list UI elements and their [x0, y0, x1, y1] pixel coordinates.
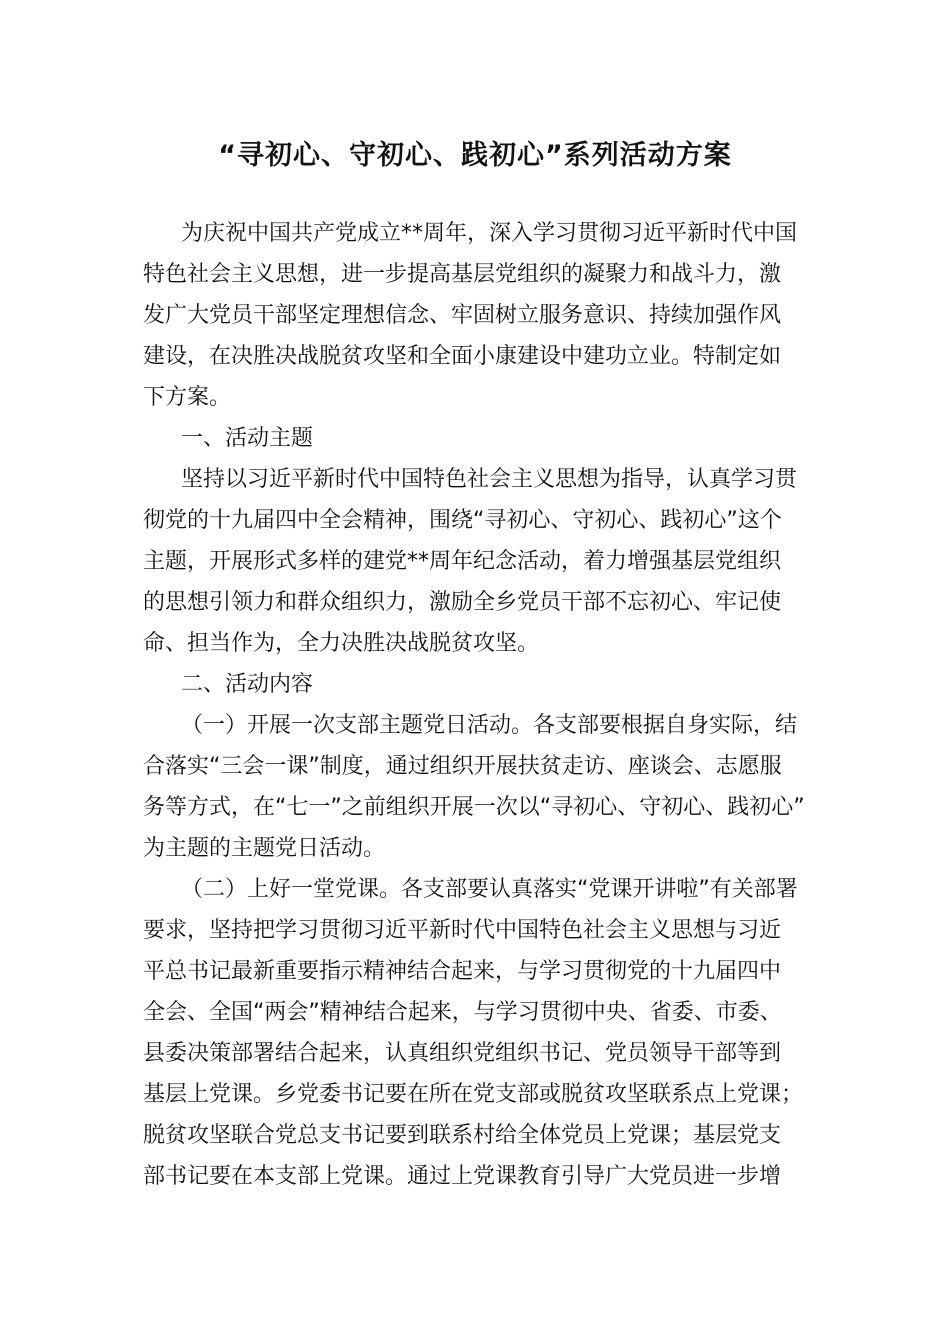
body-text-line: 坚持以习近平新时代中国特色社会主义思想为指导，认真学习贯	[181, 467, 798, 492]
body-text-line: （一）开展一次支部主题党日活动。各支部要根据自身实际，结	[181, 713, 798, 738]
document-body	[143, 213, 823, 1197]
body-text-line: 命、担当作为，全力决胜决战脱贫攻坚。	[143, 631, 540, 656]
body-text-line: 全会、全国“两会”精神结合起来，与学习贯彻中央、省委、市委、	[143, 1000, 782, 1025]
body-text-line: 基层上党课。乡党委书记要在所在党支部或脱贫攻坚联系点上党课；	[143, 1082, 804, 1107]
body-text-line: 特色社会主义思想，进一步提高基层党组织的凝聚力和战斗力，激	[143, 262, 782, 287]
body-text-line: 彻党的十九届四中全会精神，围绕“寻初心、守初心、践初心”这个	[143, 508, 782, 533]
body-text-line: 二、活动内容	[181, 672, 314, 697]
body-text-line: 脱贫攻坚联合党总支书记要到联系村给全体党员上党课；基层党支	[143, 1123, 782, 1148]
body-text-line: 的思想引领力和群众组织力，激励全乡党员干部不忘初心、牢记使	[143, 590, 782, 615]
body-text-line: （二）上好一堂党课。各支部要认真落实“党课开讲啦”有关部署	[181, 877, 798, 902]
body-text-line: 建设，在决胜决战脱贫攻坚和全面小康建设中建功立业。特制定如	[143, 344, 782, 369]
body-text-line: 部书记要在本支部上党课。通过上党课教育引导广大党员进一步增	[143, 1164, 782, 1189]
body-text-line: 务等方式，在“七一”之前组织开展一次以“寻初心、守初心、践初心”	[143, 795, 805, 820]
body-text-line: 一、活动主题	[181, 426, 314, 451]
body-text-line: 下方案。	[143, 385, 232, 410]
body-text-line: 为庆祝中国共产党成立**周年，深入学习贯彻习近平新时代中国	[181, 221, 798, 246]
body-text-line: 平总书记最新重要指示精神结合起来，与学习贯彻党的十九届四中	[143, 959, 782, 984]
body-text-line: 县委决策部署结合起来，认真组织党组织书记、党员领导干部等到	[143, 1041, 782, 1066]
body-text-line: 合落实“三会一课”制度，通过组织开展扶贫走访、座谈会、志愿服	[143, 754, 782, 779]
document-title: “寻初心、守初心、践初心”系列活动方案	[218, 140, 732, 171]
body-text-line: 发广大党员干部坚定理想信念、牢固树立服务意识、持续加强作风	[143, 303, 782, 328]
body-text-line: 主题，开展形式多样的建党**周年纪念活动，着力增强基层党组织	[143, 549, 782, 574]
body-text-line: 要求，坚持把学习贯彻习近平新时代中国特色社会主义思想与习近	[143, 918, 782, 943]
body-text-line: 为主题的主题党日活动。	[143, 836, 386, 861]
